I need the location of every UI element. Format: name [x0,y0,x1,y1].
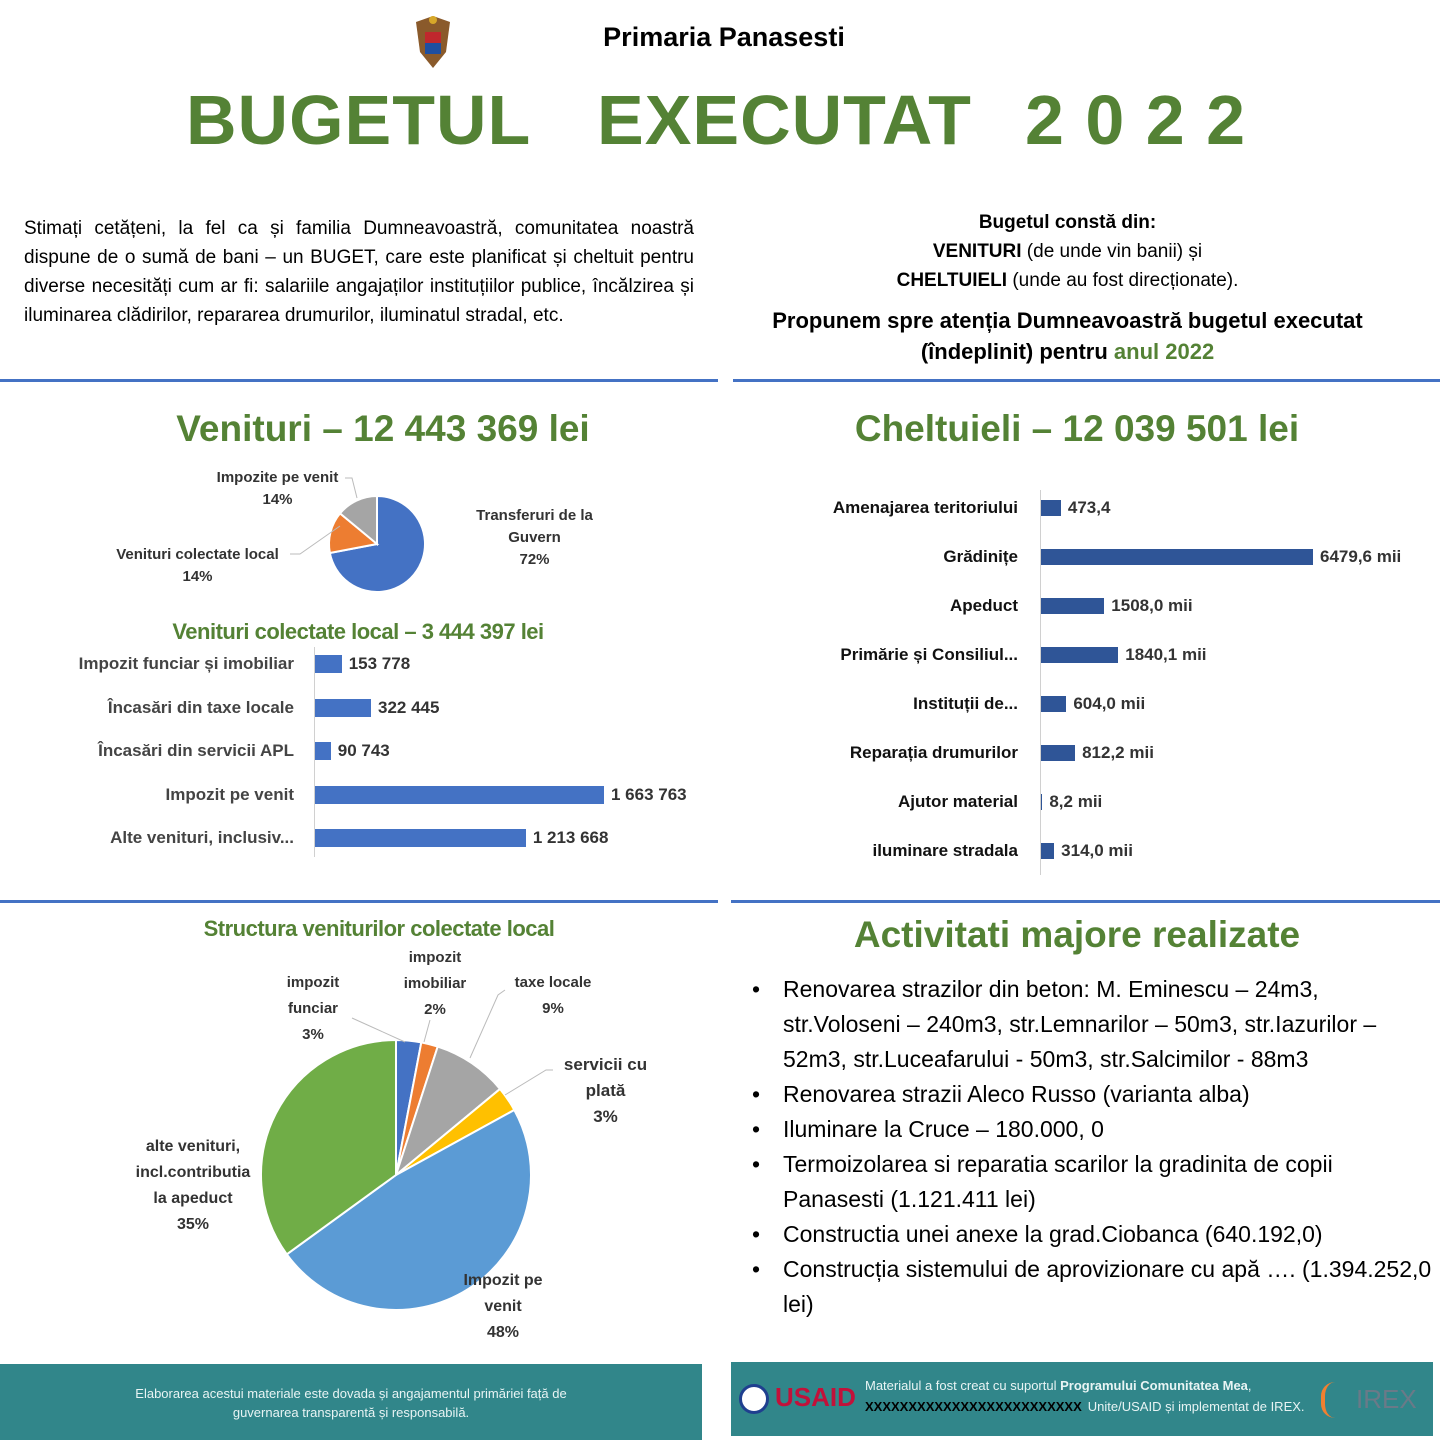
bar-value-label: 1 663 763 [611,784,687,804]
leader-line [424,1020,430,1042]
axis-line [1040,490,1041,875]
bar [315,829,526,847]
divider [0,900,718,903]
local-revenue-title: Venituri colectate local – 3 444 397 lei [172,619,544,644]
bar [315,742,331,760]
footer-implementation-text: Unite/USAID și implementat de IREX. [1087,1399,1305,1414]
bar-category-label: Impozit pe venit [165,784,294,804]
bar-value-label: 6479,6 mii [1320,547,1402,566]
divider [731,900,1440,903]
bar-category-label: Primărie și Consiliul... [840,645,1018,664]
structure-pie-chart [0,940,720,1360]
divider [0,379,718,382]
pie-label: Transferuri de la Guvern 72% [476,507,593,568]
bar-category-label: iluminare stradala [872,841,1018,860]
pie-label: Impozite pe venit 14% [216,469,339,508]
bar [1041,647,1118,663]
leader-line [505,1070,553,1095]
list-item: • Termoizolarea si reparatia scarilor la gradinita de copii Panasesti (1.121.411 lei) [752,1147,1432,1217]
pie-label: servicii cu plată 3% [563,1055,648,1126]
cheltuieli-title: Cheltuieli – 12 039 501 lei [854,408,1300,449]
usaid-seal-icon [739,1384,769,1414]
footer-support-text: Materialul a fost creat cu suportul Programului Comunitatea Mea, [865,1378,1252,1393]
cheltuieli-bar-chart [720,480,1440,880]
proposal-text: Propunem spre atenția Dumneavoastră bugetul executat (îndeplinit) pentru [772,308,1363,364]
structure-title: Structura veniturilor colectate local [203,916,555,941]
redacted-text: XXXXXXXXXXXXXXXXXXXXXXXXX [865,1399,1082,1414]
divider [733,379,1440,382]
bar-value-label: 1 213 668 [532,828,609,847]
bar-category-label: Grădinițe [943,547,1018,566]
cheltuieli-note: (unde au fost direcționate). [1007,270,1239,291]
local-revenue-bar-chart [0,642,720,862]
activities-list [752,972,1432,1322]
bar-value-label: 322 445 [378,697,440,717]
bar [1041,843,1054,859]
big-title-word: BUGETUL [186,81,532,159]
pie-label: Impozit pe venit 48% [463,1272,543,1341]
list-item: • Renovarea strazilor din beton: M. Eminescu – 24m3, str.Voloseni – 240m3, str.Lemnarilor – 50m3, str.Iazurilor – 52m3, str.Luceafarului - 50m3, str.Salcimilor - 88m3 [752,972,1432,1077]
bar [1041,549,1313,565]
venituri-word: VENITURI [932,241,1022,262]
big-title-year: 2 0 2 2 [1025,81,1247,159]
venituri-title: Venituri – 12 443 369 lei [176,408,590,449]
footer-statement: Elaborarea acestui materiale este dovada și angajamentul primăriei față de guvernarea transparentă și responsabilă. [135,1386,567,1420]
footer-left [0,1364,702,1440]
bar [1041,745,1075,761]
bar-value-label: 473,4 [1067,498,1111,517]
footer-second-line [865,1399,1305,1415]
bar-category-label: Încasări din servicii APL [98,741,294,760]
irex-logo-icon [1321,1382,1351,1418]
bar-category-label: Reparația drumurilor [849,743,1018,762]
pie-label: taxe locale 9% [514,974,592,1017]
bar [1041,598,1104,614]
bar-category-label: Apeduct [950,596,1018,615]
bar [315,699,371,717]
bar [1041,500,1061,516]
pie-label: impozit funciar 3% [286,974,340,1043]
irex-logo: IREX [1356,1384,1417,1414]
budget-explanation [735,208,1400,367]
big-title-word: EXECUTAT [597,81,972,159]
venituri-note: (de unde vin banii) și [1021,241,1203,262]
bar-category-label: Ajutor material [898,792,1018,811]
list-item: • Constructia unei anexe la grad.Ciobanca (640.192,0) [752,1217,1432,1252]
bar-value-label: 8,2 mii [1049,792,1103,811]
bar-value-label: 1508,0 mii [1111,596,1193,615]
pie-label: Venituri colectate local 14% [116,546,279,585]
page-title: Primaria Panasesti [603,22,845,52]
bar-value-label: 604,0 mii [1073,694,1146,713]
list-item: • Construcția sistemului de aprovizionare cu apă …. (1.394.252,0 lei) [752,1252,1432,1322]
bar [315,786,604,804]
bar [1041,696,1066,712]
explanation-line: Bugetul constă din: [978,212,1157,233]
bar-value-label: 90 743 [337,741,390,760]
bar-category-label: Amenajarea teritoriului [832,498,1018,517]
footer-right [731,1362,1433,1436]
bar-category-label: Alte venituri, inclusiv... [110,828,294,847]
activities-title: Activitati majore realizate [853,914,1301,955]
bar-category-label: Impozit funciar și imobiliar [78,654,294,673]
bar-value-label: 153 778 [348,654,411,673]
pie-label: alte venituri, incl.contributia la apeduct 35% [135,1138,251,1233]
list-item: • Renovarea strazii Aleco Russo (varianta alba) [752,1077,1432,1112]
intro-text: Stimați cetățeni, la fel ca și familia Dumneavoastră, comunitatea noastră dispune de o sumă de bani – un BUGET, care este planificat și cheltuit pentru diverse necesități cum ar fi: salariile angajaților instituțiilor publice, încălzirea și iluminarea clădirilor, repararea drumurilor, iluminatul stradal, etc. [24,218,694,326]
bar [315,655,342,673]
proposal-year: anul 2022 [1113,339,1215,364]
bar-value-label: 1840,1 mii [1125,645,1207,664]
pie-label: impozit imobiliar 2% [403,949,467,1018]
bar-value-label: 812,2 mii [1082,743,1154,762]
bar-category-label: Instituții de... [913,694,1018,713]
usaid-logo: USAID [775,1382,856,1412]
list-item: • Iluminare la Cruce – 180.000, 0 [752,1112,1432,1147]
cheltuieli-word: CHELTUIELI [896,270,1008,291]
bar-category-label: Încasări din taxe locale [107,697,294,717]
bar-value-label: 314,0 mii [1061,841,1133,860]
